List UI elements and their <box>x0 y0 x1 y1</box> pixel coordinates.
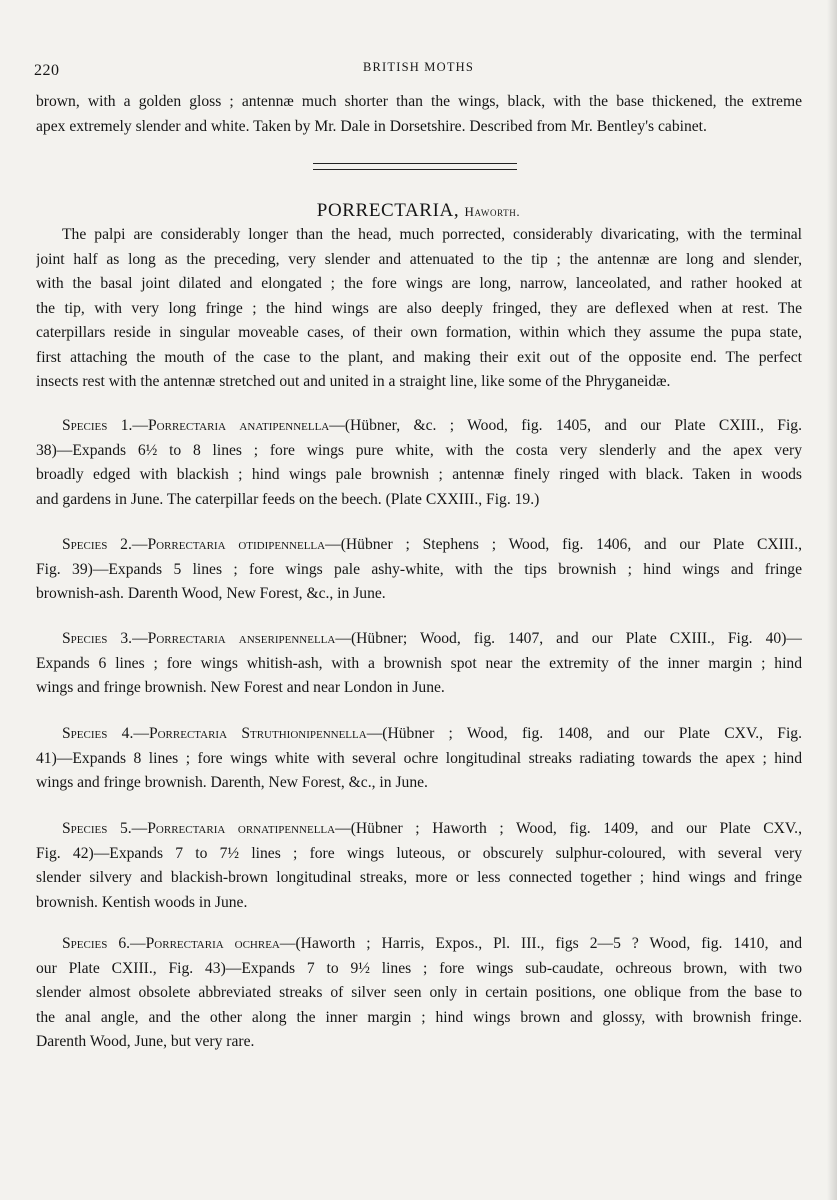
species-entry-2 <box>36 533 802 607</box>
species-line: wings and fringe brownish. Darenth, New Forest, &c., in June. <box>36 774 428 791</box>
species-entry-6 <box>36 932 802 1055</box>
species-line: Expands 6 lines ; fore wings whitish-ash, with a brownish spot near the extremity of the inner margin ; hind <box>36 654 802 672</box>
species-line: —(Hübner ; Wood, fig. 1408, and our Plate CXV., Fig. <box>366 725 802 742</box>
running-title: BRITISH MOTHS <box>362 60 475 74</box>
species-line: broadly edged with blackish ; hind wings pale brownish ; antennæ finely ringed with black. Taken in woods <box>36 466 802 483</box>
species-line: Fig. 39)—Expands 5 lines ; fore wings pale ashy-white, with the tips brownish ; hind wings and fringe <box>36 560 802 578</box>
species-heading: Species 4.—Porrectaria Struthionipennella <box>62 725 367 742</box>
species-line: —(Hübner; Wood, fig. 1407, and our Plate CXIII., Fig. 40)— <box>335 630 802 647</box>
intro-line: brown, with a golden gloss ; antennæ much shorter than the wings, black, with the base thickened, the extreme <box>36 93 802 110</box>
description-line: insects rest with the antennæ stretched out and united in a straight line, like some of the Phryganeidæ. <box>36 373 671 390</box>
species-line: the anal angle, and the other along the inner margin ; hind wings brown and glossy, with brownish fringe. <box>36 1008 802 1026</box>
species-line: —(Hübner, &c. ; Wood, fig. 1405, and our Plate CXIII., Fig. <box>329 417 802 434</box>
page-edge-shadow <box>827 0 837 1200</box>
section-divider <box>313 163 517 170</box>
description-line: caterpillars reside in singular moveable cases, of their own formation, within which they assume the pupa state, <box>36 324 802 341</box>
species-line: —(Hübner ; Haworth ; Wood, fig. 1409, and our Plate CXV., <box>335 820 802 837</box>
description-line: the tip, with very long fringe ; the hind wings are also deeply fringed, they are deflexed when at rest. The <box>36 299 802 317</box>
genus-author: Haworth. <box>464 204 521 219</box>
species-line: slender almost obsolete abbreviated streaks of silver seen only in certain positions, one oblique from the base to <box>36 984 802 1001</box>
species-line: our Plate CXIII., Fig. 43)—Expands 7 to 9½ lines ; fore wings sub-caudate, ochreous brown, with two <box>36 959 802 977</box>
species-entry-3 <box>36 627 802 701</box>
species-entry-5 <box>36 817 802 915</box>
species-line: —(Haworth ; Harris, Expos., Pl. III., figs 2—5 ? Wood, fig. 1410, and <box>279 935 802 952</box>
species-line: 41)—Expands 8 lines ; fore wings white with several ochre longitudinal streaks radiating towards the apex ; hind <box>36 749 802 767</box>
species-line: and gardens in June. The caterpillar feeds on the beech. (Plate CXXIII., Fig. 19.) <box>36 490 540 508</box>
intro-line: apex extremely slender and white. Taken by Mr. Dale in Dorsetshire. Described from Mr. Bentley's cabinet. <box>36 117 707 135</box>
species-first-line <box>36 627 802 652</box>
species-line: Fig. 42)—Expands 7 to 7½ lines ; fore wings luteous, or obscurely sulphur-coloured, with several very <box>36 844 802 862</box>
species-line: Darenth Wood, June, but very rare. <box>36 1033 255 1050</box>
species-entry-4 <box>36 722 802 796</box>
genus-description <box>36 223 802 395</box>
species-first-line <box>36 932 802 957</box>
species-line: brownish-ash. Darenth Wood, New Forest, &c., in June. <box>36 585 386 602</box>
species-first-line <box>36 414 802 439</box>
page-number: 220 <box>34 62 60 79</box>
species-line: wings and fringe brownish. New Forest and near London in June. <box>36 679 445 696</box>
species-first-line <box>36 533 802 558</box>
description-line: joint half as long as the preceding, very slender and attenuated to the tip ; the antennæ are long and slender, <box>36 250 802 268</box>
species-first-line <box>36 722 802 747</box>
species-entry-1 <box>36 414 802 512</box>
species-heading: Species 3.—Porrectaria anseripennella <box>62 630 336 647</box>
species-line: brownish. Kentish woods in June. <box>36 893 248 911</box>
species-heading: Species 2.—Porrectaria otidipennella <box>62 536 326 553</box>
intro-paragraph <box>36 90 802 139</box>
species-heading: Species 6.—Porrectaria ochrea <box>62 935 280 952</box>
species-first-line <box>36 817 802 842</box>
species-line: slender silvery and blackish-brown longitudinal streaks, more or less connected together ; hind wings and fringe <box>36 869 802 886</box>
species-heading: Species 5.—Porrectaria ornatipennella <box>62 820 336 837</box>
species-line: 38)—Expands 6½ to 8 lines ; fore wings pure white, with the costa very slenderly and the apex very <box>36 441 802 459</box>
description-line: The palpi are considerably longer than the head, much porrected, considerably divaricating, with the terminal <box>62 226 802 243</box>
description-line: with the basal joint dilated and elongated ; the fore wings are long, narrow, lanceolated, and rather hooked at <box>36 275 802 292</box>
genus-heading <box>0 200 837 222</box>
species-line: —(Hübner ; Stephens ; Wood, fig. 1406, and our Plate CXIII., <box>325 536 802 553</box>
genus-name: PORRECTARIA, <box>316 200 460 221</box>
species-heading: Species 1.—Porrectaria anatipennella <box>62 417 330 434</box>
description-line: first attaching the mouth of the case to the plant, and making their exit out of the opposite end. The perfect <box>36 348 802 366</box>
